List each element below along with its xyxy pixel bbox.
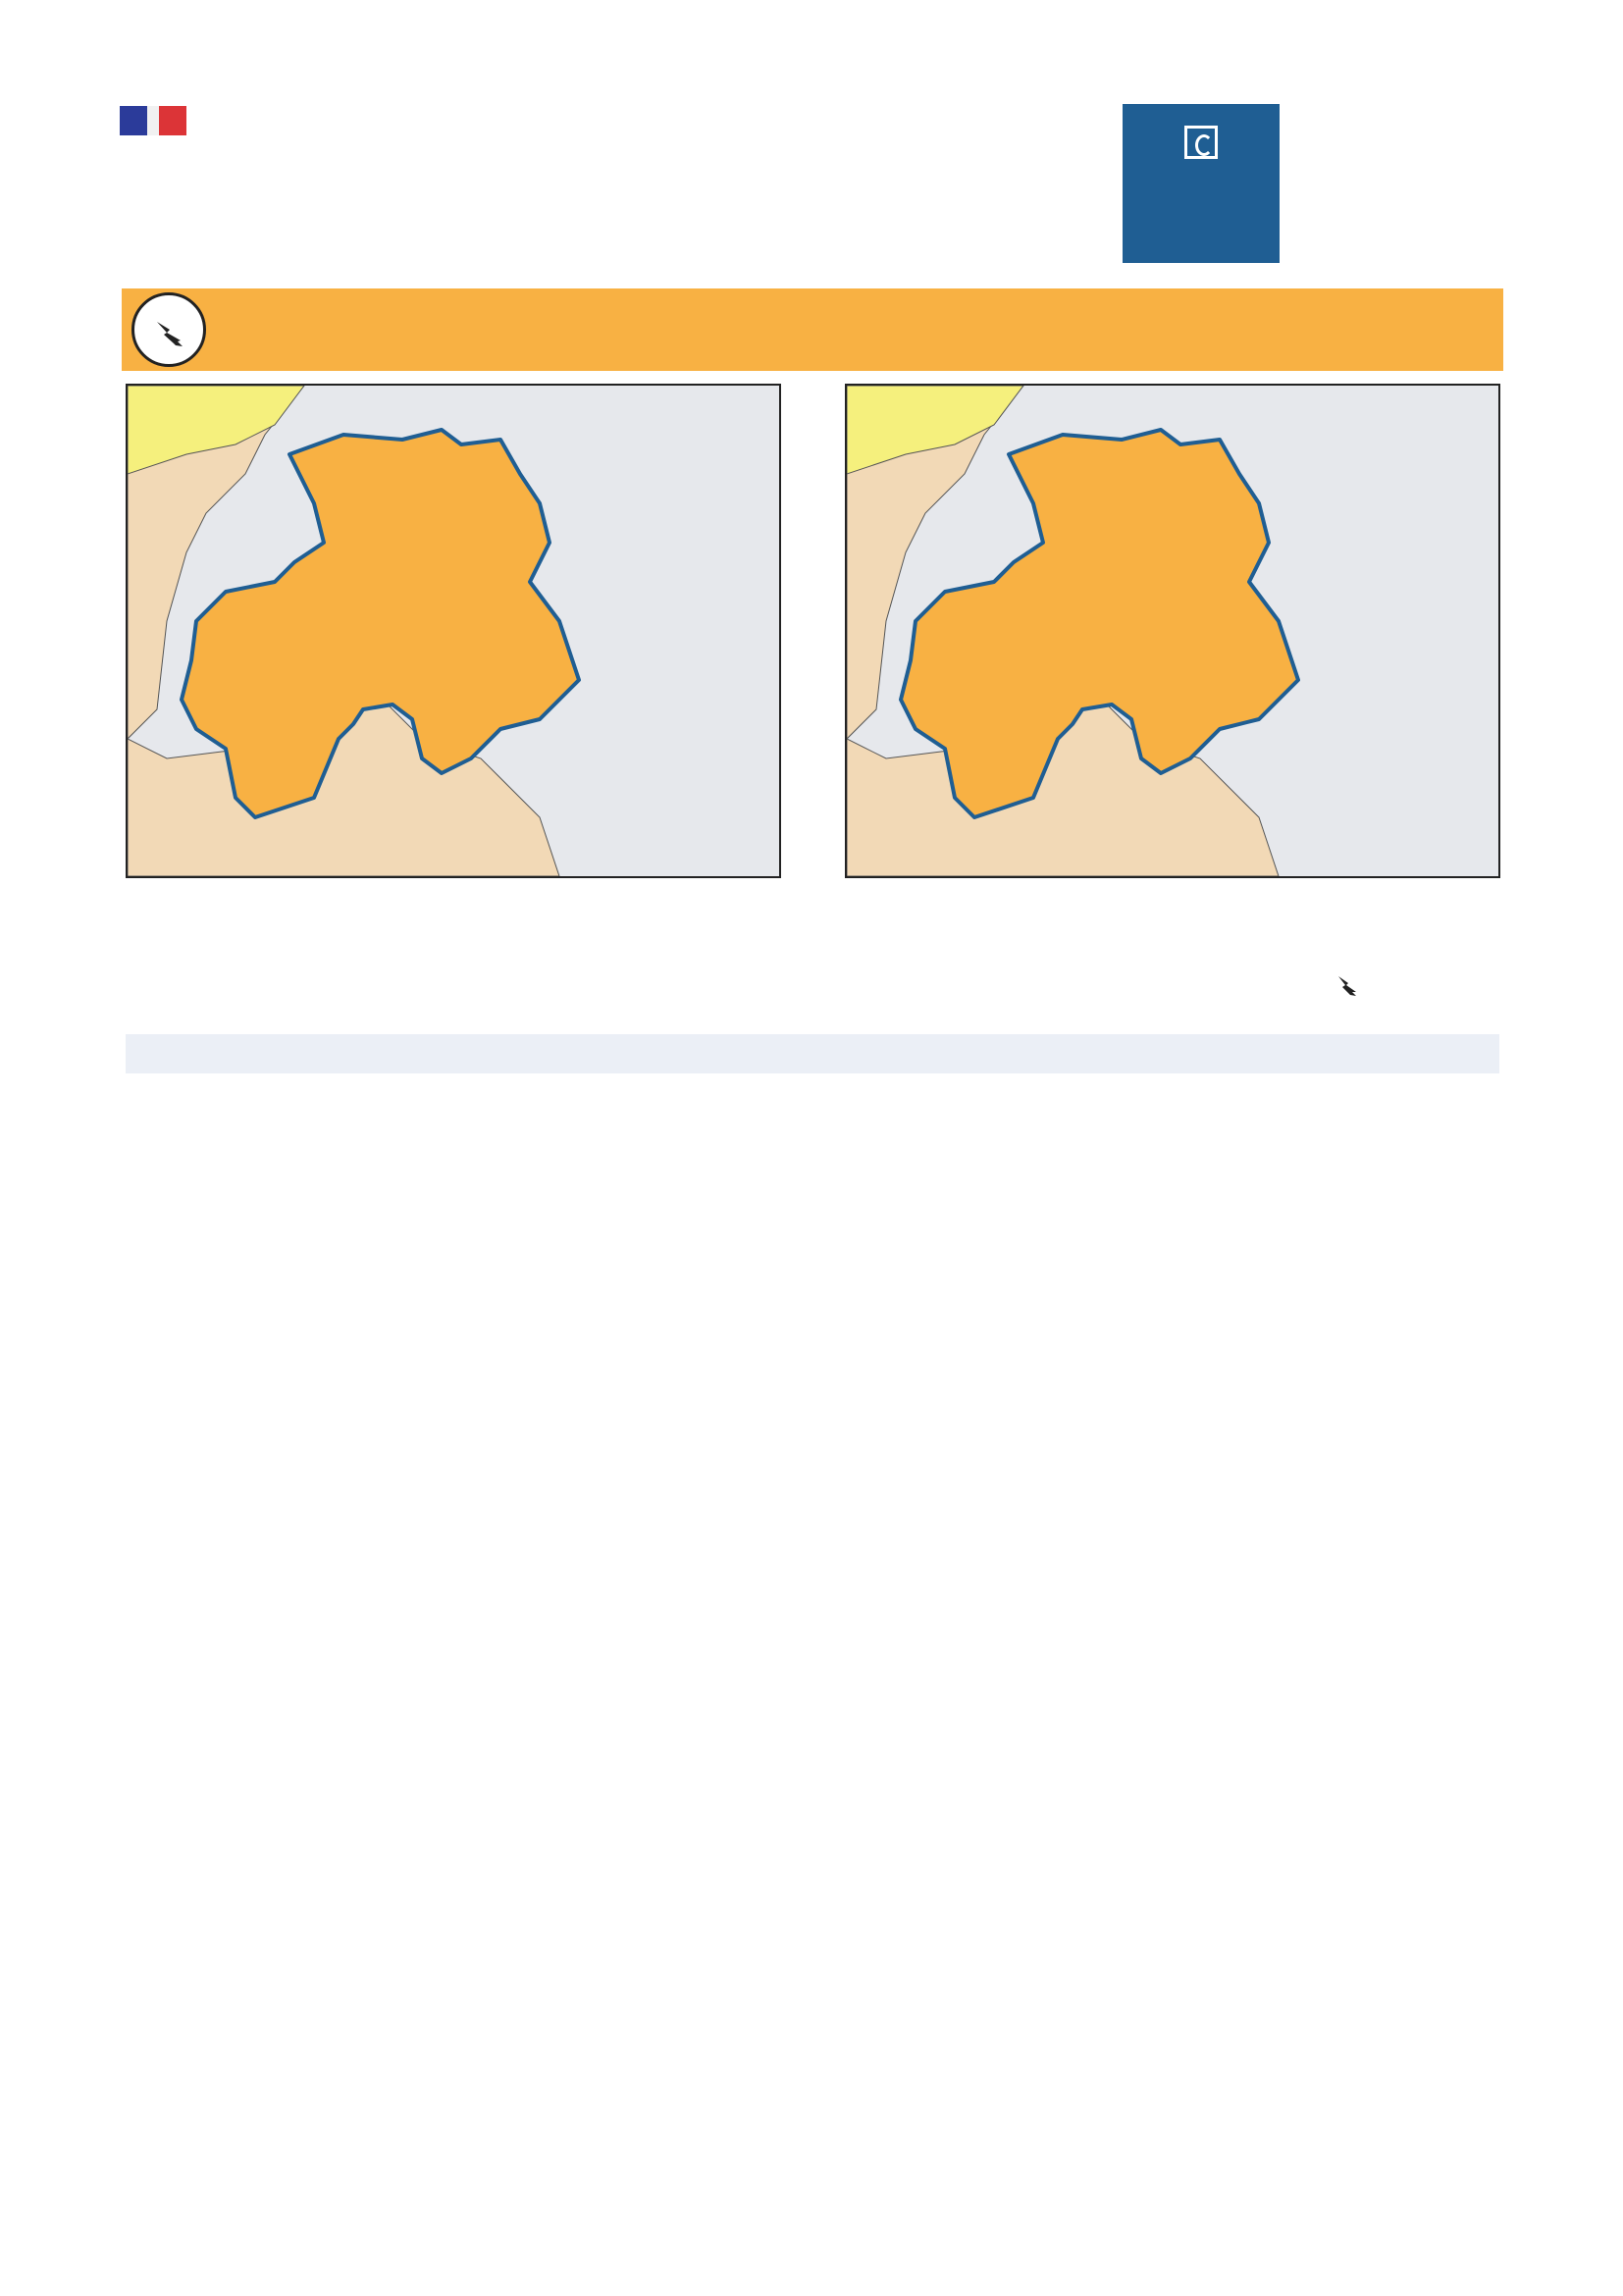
republique-francaise-logo — [120, 106, 355, 145]
alert-header-band — [122, 288, 1503, 371]
meteo-france-emblem-icon — [1184, 126, 1218, 159]
vigilance-map-day1 — [126, 384, 781, 878]
marianne-flag-icon — [120, 106, 186, 135]
timeline-lightning-icon — [1338, 976, 1356, 996]
vigilance-map-day2 — [845, 384, 1500, 878]
bulletin-body — [126, 1097, 1499, 1121]
forecast-period-banner — [126, 1034, 1499, 1073]
vigilance-timeline — [118, 888, 1511, 1016]
lightning-icon — [131, 292, 206, 367]
meteo-france-logo — [1123, 104, 1280, 263]
